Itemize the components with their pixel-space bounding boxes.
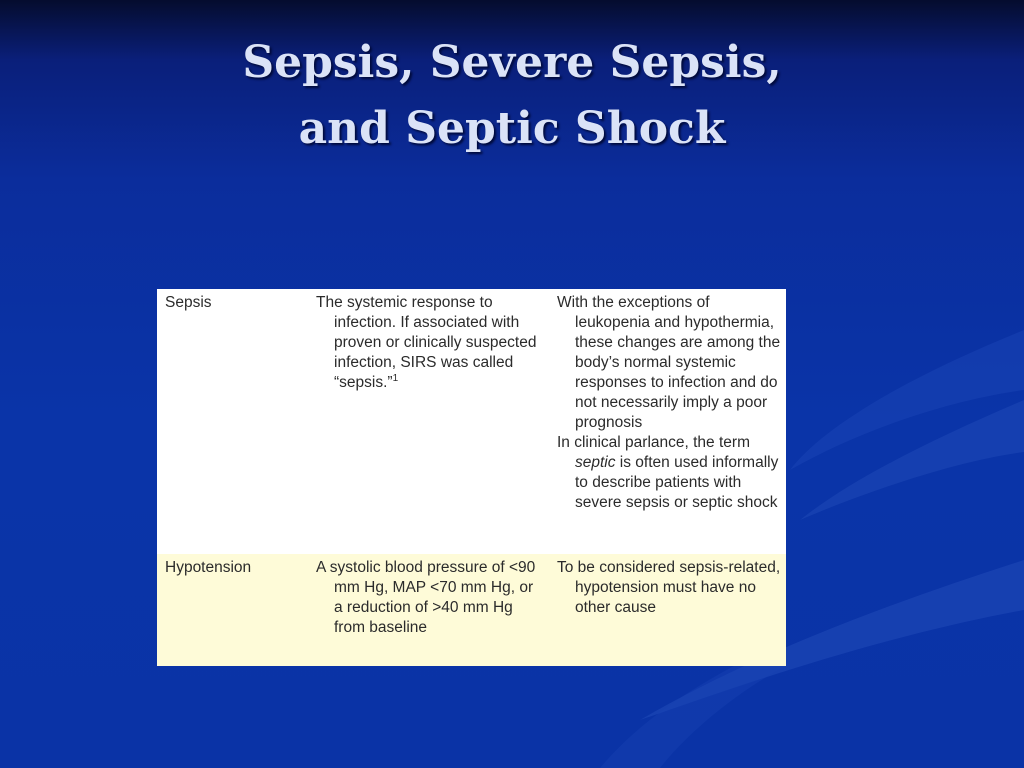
note-text: In clinical parlance, the term (557, 434, 750, 451)
footnote-marker: 1 (392, 372, 399, 384)
term-cell (165, 293, 305, 313)
notes-cell (557, 558, 781, 618)
slide-title-line-1: Sepsis, Severe Sepsis, (242, 37, 782, 88)
note-paragraph: To be considered sepsis-related, hypotension must have no other cause (557, 559, 781, 616)
slide-title (0, 30, 1024, 162)
definition-text (316, 293, 546, 393)
note-text: is often used informally to describe patients with severe sepsis or septic shock (575, 454, 779, 511)
term-cell (165, 558, 305, 578)
slide-title-line-2: and Septic Shock (298, 103, 726, 154)
term-label: Sepsis (165, 294, 212, 311)
note-italic-term: septic (575, 454, 616, 471)
definition-text: A systolic blood pressure of <90 mm Hg, MAP <70 mm Hg, or a reduction of >40 mm Hg from baseline (316, 559, 536, 636)
definition-cell (316, 293, 546, 393)
notes-cell (557, 293, 781, 513)
note-paragraph: With the exceptions of leukopenia and hypothermia, these changes are among the body’s normal systemic responses to infection and do not necessarily imply a poor prognosis (557, 294, 781, 431)
definition-body: The systemic response to infection. If associated with proven or clinically suspected infection, SIRS was called “sepsis.” (316, 294, 537, 391)
note-paragraph (557, 433, 781, 513)
table-row-hypotension (157, 554, 786, 666)
table-row-sepsis (157, 289, 786, 554)
definition-cell (316, 558, 546, 638)
term-label: Hypotension (165, 559, 252, 576)
definitions-table (157, 289, 786, 666)
